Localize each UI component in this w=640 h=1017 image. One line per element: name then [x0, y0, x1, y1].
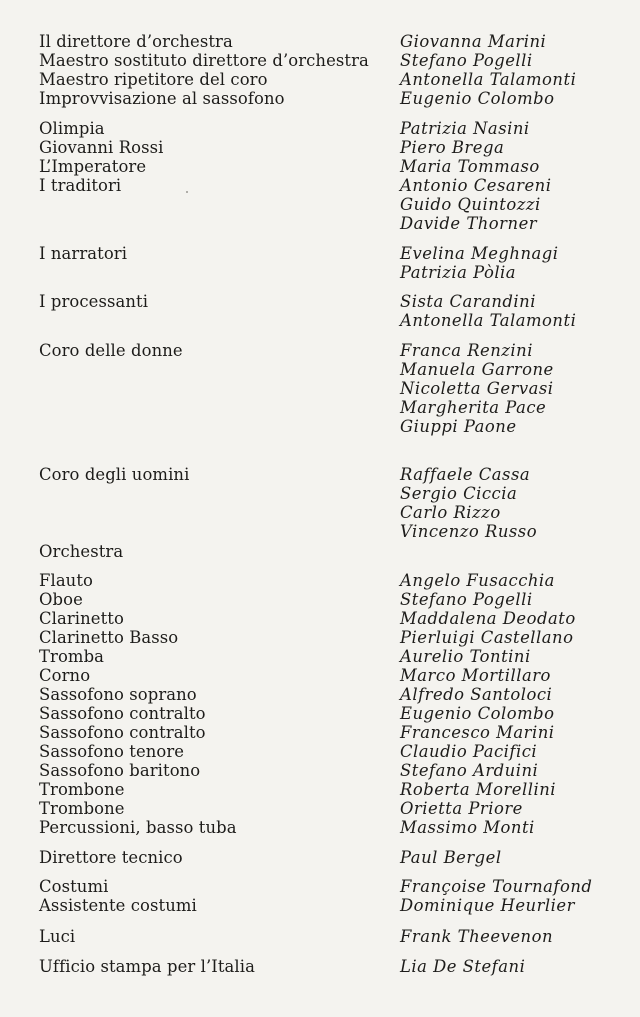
credit-row — [0, 704, 640, 723]
credit-name: Paul Bergel — [400, 848, 502, 867]
credit-row — [0, 263, 640, 282]
credit-row — [0, 628, 640, 647]
credit-name: Piero Brega — [400, 138, 505, 157]
credit-name: Aurelio Tontini — [400, 647, 531, 666]
credit-row — [0, 609, 640, 628]
credit-name: Antonella Talamonti — [400, 311, 577, 330]
credit-row — [0, 465, 640, 484]
credit-name: Stefano Pogelli — [400, 590, 533, 609]
credit-name: Antonella Talamonti — [400, 70, 577, 89]
credit-role: I traditori — [39, 176, 122, 195]
credit-row — [0, 32, 640, 51]
credit-name: Evelina Meghnagi — [400, 244, 559, 263]
credit-row — [0, 877, 640, 896]
credit-row — [0, 780, 640, 799]
credit-name: Sista Carandini — [400, 292, 536, 311]
credit-role: Coro degli uomini — [39, 465, 190, 484]
credit-name: Orietta Priore — [400, 799, 523, 818]
credit-role: Oboe — [39, 590, 83, 609]
credit-row — [0, 761, 640, 780]
credit-row — [0, 89, 640, 108]
credit-row — [0, 896, 640, 915]
credit-role: Sassofono contralto — [39, 704, 206, 723]
credit-role: L’Imperatore — [39, 157, 147, 176]
credit-row — [0, 379, 640, 398]
credit-name: Patrizia Nasini — [400, 119, 530, 138]
credit-row — [0, 742, 640, 761]
credit-row — [0, 244, 640, 263]
credit-row — [0, 360, 640, 379]
credit-role: Percussioni, basso tuba — [39, 818, 237, 837]
credit-row — [0, 818, 640, 837]
credit-name: Eugenio Colombo — [400, 704, 555, 723]
credit-role: Ufficio stampa per l’Italia — [39, 957, 255, 976]
credit-role: Improvvisazione al sassofono — [39, 89, 285, 108]
credit-role: Olimpia — [39, 119, 105, 138]
credit-name: Maria Tommaso — [400, 157, 540, 176]
credit-role: Maestro ripetitore del coro — [39, 70, 268, 89]
credit-role: Maestro sostituto direttore d’orchestra — [39, 51, 369, 70]
credit-role: Sassofono baritono — [39, 761, 201, 780]
credit-row — [0, 311, 640, 330]
credit-name: Stefano Pogelli — [400, 51, 533, 70]
credit-name: Antonio Cesareni — [400, 176, 552, 195]
credit-row — [0, 398, 640, 417]
credit-row — [0, 484, 640, 503]
credit-role: Clarinetto — [39, 609, 124, 628]
credit-role: Assistente costumi — [39, 896, 197, 915]
credit-name: Marco Mortillaro — [400, 666, 551, 685]
credit-name: Margherita Pace — [400, 398, 547, 417]
credit-row — [0, 957, 640, 976]
credit-row — [0, 341, 640, 360]
credit-name: Franca Renzini — [400, 341, 533, 360]
credit-name: Stefano Arduini — [400, 761, 539, 780]
credit-name: Giuppi Paone — [400, 417, 517, 436]
credit-row — [0, 195, 640, 214]
credit-name: Lia De Stefani — [400, 957, 526, 976]
credit-name: Alfredo Santoloci — [400, 685, 553, 704]
credit-name: Angelo Fusacchia — [400, 571, 555, 590]
credit-role: Giovanni Rossi — [39, 138, 164, 157]
credit-row — [0, 292, 640, 311]
credit-name: Guido Quintozzi — [400, 195, 541, 214]
credit-role: I narratori — [39, 244, 128, 263]
credit-row — [0, 685, 640, 704]
credit-row — [0, 799, 640, 818]
credit-row — [0, 214, 640, 233]
credit-row — [0, 119, 640, 138]
credit-name: Dominique Heurlier — [400, 896, 575, 915]
credit-role: Costumi — [39, 877, 109, 896]
credit-role: Sassofono contralto — [39, 723, 206, 742]
credit-row — [0, 51, 640, 70]
credit-row — [0, 571, 640, 590]
credit-name: Roberta Morellini — [400, 780, 557, 799]
credit-row — [0, 590, 640, 609]
section-heading: Orchestra — [39, 542, 124, 561]
credit-row — [0, 848, 640, 867]
credit-role: Trombone — [39, 780, 125, 799]
credit-role: Il direttore d’orchestra — [39, 32, 233, 51]
credit-role: Clarinetto Basso — [39, 628, 179, 647]
credit-name: Pierluigi Castellano — [400, 628, 574, 647]
credit-name: Francesco Marini — [400, 723, 555, 742]
credit-name: Davide Thorner — [400, 214, 538, 233]
credit-row — [0, 70, 640, 89]
credit-role: Tromba — [39, 647, 105, 666]
credit-name: Maddalena Deodato — [400, 609, 576, 628]
credit-row — [0, 647, 640, 666]
credit-name: Raffaele Cassa — [400, 465, 531, 484]
credit-name: Sergio Ciccia — [400, 484, 518, 503]
credit-role: Coro delle donne — [39, 341, 183, 360]
credit-row — [0, 522, 640, 541]
credit-name: Patrizia Pòlia — [400, 263, 517, 282]
credit-name: Frank Theevenon — [400, 927, 554, 946]
credit-row — [0, 927, 640, 946]
credit-row — [0, 666, 640, 685]
credit-name: Françoise Tournafond — [400, 877, 593, 896]
credit-role: Luci — [39, 927, 76, 946]
credit-name: Claudio Pacifici — [400, 742, 538, 761]
credit-name: Massimo Monti — [400, 818, 535, 837]
credit-role: Direttore tecnico — [39, 848, 183, 867]
credit-row — [0, 723, 640, 742]
credit-name: Carlo Rizzo — [400, 503, 501, 522]
credit-role: I processanti — [39, 292, 149, 311]
credit-role: Trombone — [39, 799, 125, 818]
credit-row — [0, 503, 640, 522]
credit-role: Sassofono tenore — [39, 742, 185, 761]
credit-role: Sassofono soprano — [39, 685, 197, 704]
credit-role: Flauto — [39, 571, 93, 590]
credit-name: Eugenio Colombo — [400, 89, 555, 108]
credit-row — [0, 176, 640, 195]
section-heading-orchestra — [0, 542, 640, 561]
credit-row — [0, 138, 640, 157]
credit-role: Corno — [39, 666, 91, 685]
credit-row — [0, 157, 640, 176]
credit-name: Giovanna Marini — [400, 32, 547, 51]
credit-name: Manuela Garrone — [400, 360, 554, 379]
credit-row — [0, 417, 640, 436]
credit-name: Nicoletta Gervasi — [400, 379, 554, 398]
credit-name: Vincenzo Russo — [400, 522, 538, 541]
